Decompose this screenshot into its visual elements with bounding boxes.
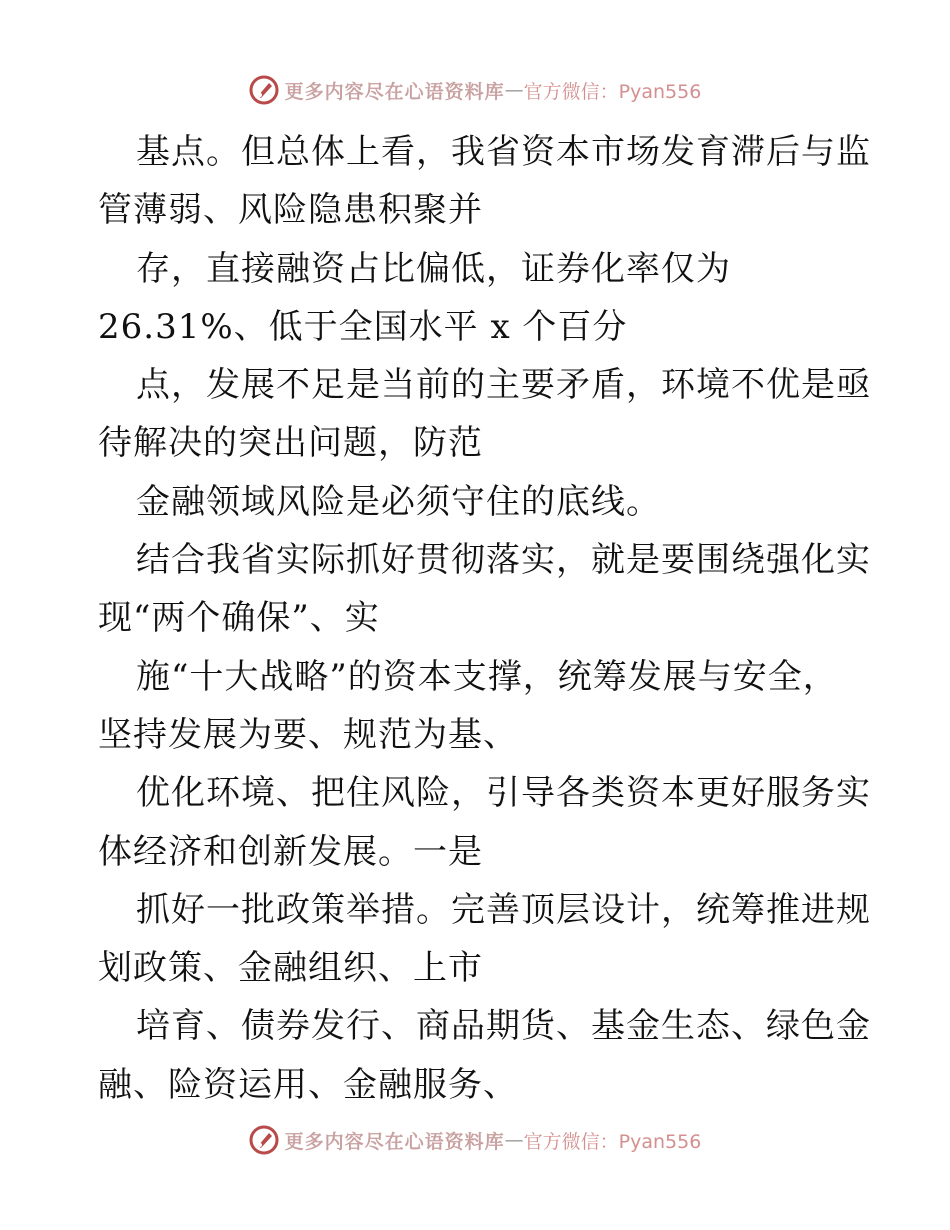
body-line: 坚持发展为要、规范为基、 [98, 714, 518, 755]
watermark-separator: — [504, 1129, 524, 1151]
body-line: 点，发展不足是当前的主要矛盾，环境不优是亟 [136, 365, 871, 406]
body-line: 金融领域风险是必须守住的底线。 [136, 481, 661, 522]
body-line: 存，直接融资占比偏低，证券化率仅为 [136, 248, 731, 289]
body-line: 管薄弱、风险隐患积聚并 [98, 190, 483, 231]
header-watermark-banner [0, 70, 950, 110]
watermark-brand-text: 更多内容尽在心语资料库 [284, 80, 505, 103]
pen-logo-icon [249, 1125, 279, 1155]
watermark-brand-text: 更多内容尽在心语资料库 [284, 1130, 505, 1153]
body-line: 培育、债券发行、商品期货、基金生态、绿色金 [136, 1006, 871, 1047]
body-line: 融、险资运用、金融服务、 [98, 1064, 518, 1105]
body-line: 结合我省实际抓好贯彻落实，就是要围绕强化实 [136, 540, 871, 581]
body-line: 待解决的突出问题，防范 [98, 423, 483, 464]
body-line: 优化环境、把住风险，引导各类资本更好服务实 [136, 773, 871, 814]
watermark-wechat-text: 官方微信：Pyan556 [523, 80, 702, 103]
body-line: 抓好一批政策举措。完善顶层设计，统筹推进规 [136, 889, 871, 930]
watermark-wechat-text: 官方微信：Pyan556 [523, 1130, 702, 1153]
body-line: 26.31%、低于全国水平 x 个百分 [98, 306, 628, 347]
body-line: 现“两个确保”、实 [98, 598, 380, 639]
body-line: 划政策、金融组织、上市 [98, 948, 483, 989]
document-body [98, 123, 871, 1114]
body-line: 施“十大战略”的资本支撑，统筹发展与安全， [136, 656, 838, 697]
body-line: 基点。但总体上看，我省资本市场发育滞后与监 [136, 132, 871, 172]
body-line: 体经济和创新发展。一是 [98, 831, 483, 872]
pen-logo-icon [249, 75, 279, 105]
footer-watermark-banner [0, 1120, 950, 1160]
watermark-separator: — [504, 79, 524, 101]
